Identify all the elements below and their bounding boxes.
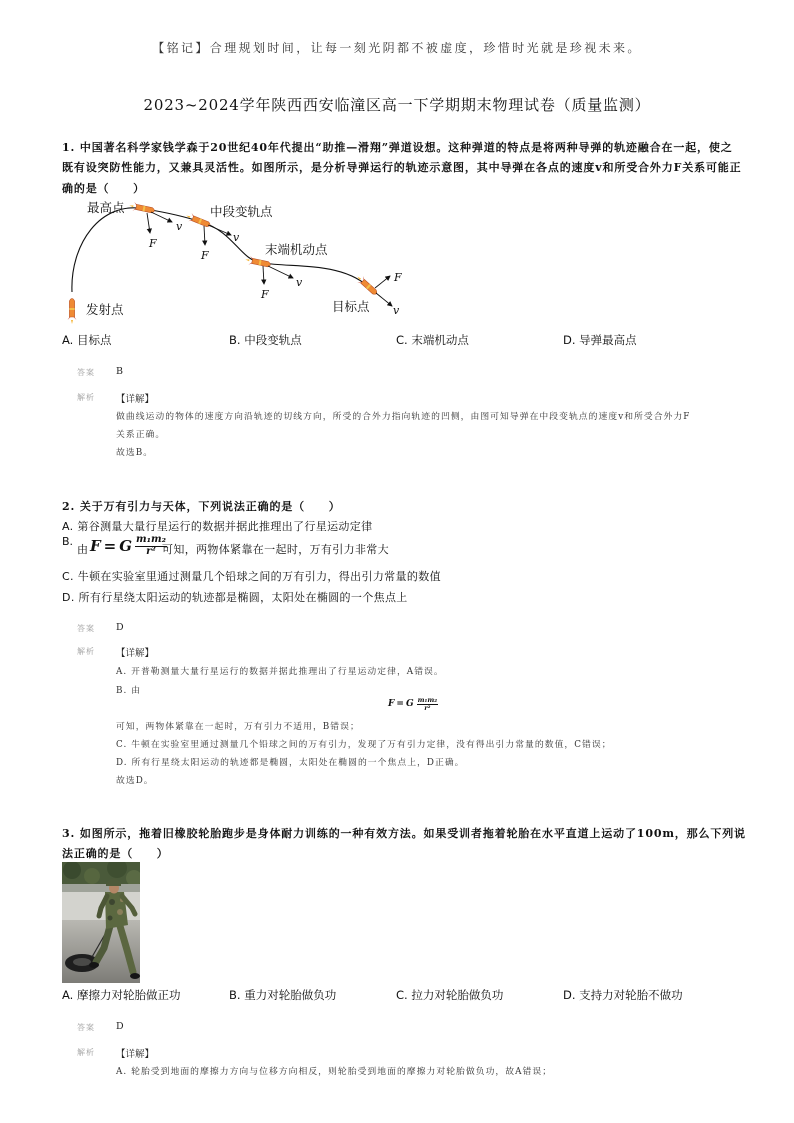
force-label: F: [394, 271, 402, 284]
analysis-label: 解析: [77, 1048, 95, 1057]
velocity-label: v: [176, 220, 183, 233]
q1-option-a[interactable]: A. 目标点: [62, 333, 112, 347]
missile-trajectory-figure: [60, 195, 415, 330]
force-label: F: [201, 249, 209, 262]
force-arrow: [375, 276, 390, 288]
q1-stem-line: 1. 中国著名科学家钱学森于20世纪40年代提出“助推—滑翔”弹道设想。这种弹道的特点是将两种导弹的轨迹融合在一起，使之: [62, 141, 733, 154]
formula-numerator: m₁m₂: [136, 534, 166, 545]
velocity-label: v: [296, 276, 303, 289]
target-label: 目标点: [332, 299, 370, 314]
q2-explanation-line: A. 开普勒测量大量行星运行的数据并据此推理出了行星运动定律，A错误。: [116, 667, 444, 677]
q1-explanation-line: 故选B。: [116, 448, 154, 458]
force-arrow: [263, 266, 264, 284]
formula-equals: =: [396, 699, 404, 710]
missile-icon: [68, 299, 77, 325]
q2-answer: D: [116, 622, 124, 633]
velocity-label: v: [393, 304, 400, 317]
formula-numerator: m₁m₂: [417, 696, 438, 704]
motto: 【铭记】合理规划时间，让每一刻光阴都不被虚度，珍惜时光就是珍视未来。: [152, 41, 642, 55]
q1-option-c[interactable]: C. 末端机动点: [396, 333, 469, 347]
q1-explanation-line: 关系正确。: [116, 430, 166, 440]
answer-label: 答案: [77, 624, 95, 633]
formula-lhs: F: [388, 699, 395, 710]
q3-stem-line: 法正确的是（ ）: [62, 847, 169, 860]
velocity-arrow: [376, 293, 392, 306]
missile-icon: [354, 273, 379, 297]
q2-explanation-line: B. 由: [116, 686, 142, 696]
analysis-label: 解析: [77, 647, 95, 656]
q1-stem-line: 既有设突防性能力，又兼具灵活性。如图所示，是分析导弹运行的轨迹示意图，其中导弹在各点的速度v和所受合外力F关系可能正: [62, 161, 742, 174]
q3-option-b[interactable]: B. 重力对轮胎做负功: [229, 988, 337, 1002]
q2-option-a[interactable]: A. 第谷测量大量行星运行的数据并据此推理出了行星运动定律: [62, 520, 373, 533]
q2-explanation-line: 可知，两物体紧靠在一起时，万有引力不适用，B错误；: [116, 722, 360, 732]
terminal-label: 末端机动点: [265, 242, 328, 257]
formula-equals: =: [103, 537, 117, 555]
q1-explanation-line: 做曲线运动的物体的速度方向沿轨迹的切线方向，所受的合外力指向轨迹的凹侧，由图可知导弹在中段变轨点的速度v和所受合外力F: [116, 412, 691, 422]
velocity-label: v: [233, 231, 240, 244]
formula-lhs: F: [90, 537, 101, 555]
option-text: 由: [77, 543, 88, 556]
q3-option-a[interactable]: A. 摩擦力对轮胎做正功: [62, 988, 181, 1002]
formula-constant: G: [405, 699, 414, 710]
answer-label: 答案: [77, 368, 95, 377]
explanation-formula: [388, 697, 438, 712]
q2-explanation-line: 故选D。: [116, 776, 154, 786]
q3-option-c[interactable]: C. 拉力对轮胎做负功: [396, 988, 504, 1002]
q3-stem-line: 3. 如图所示，拖着旧橡胶轮胎跑步是身体耐力训练的一种有效方法。如果受训者拖着轮胎在水平直道上运动了100m，那么下列说: [62, 827, 746, 840]
q1-answer: B: [116, 366, 123, 377]
missile-icon: [185, 211, 212, 229]
velocity-arrow: [208, 225, 231, 235]
mid-course-label: 中段变轨点: [210, 204, 273, 219]
force-label: F: [261, 288, 269, 301]
q1-option-b[interactable]: B. 中段变轨点: [229, 333, 302, 347]
option-letter: B.: [62, 535, 74, 548]
option-text: 可知，两物体紧靠在一起时，万有引力非常大: [162, 543, 389, 556]
force-arrow: [204, 226, 205, 245]
formula-constant: G: [119, 537, 133, 555]
q2-explanation-line: D. 所有行星绕太阳运动的轨迹都是椭圆，太阳处在椭圆的一个焦点上，D正确。: [116, 758, 465, 768]
formula-fraction: [417, 697, 438, 712]
launch-label: 发射点: [86, 302, 124, 317]
detail-label: 【详解】: [116, 394, 155, 405]
q1-option-d[interactable]: D. 导弹最高点: [563, 333, 637, 347]
force-arrow: [147, 213, 150, 233]
answer-label: 答案: [77, 1023, 95, 1032]
q1-stem-line: 确的是（ ）: [62, 182, 145, 195]
analysis-label: 解析: [77, 393, 95, 402]
q2-explanation-line: C. 牛顿在实验室里通过测量几个铅球之间的万有引力，发现了万有引力定律，没有得出引力常量的数值，C错误；: [116, 740, 612, 750]
q2-option-d[interactable]: D. 所有行星绕太阳运动的轨迹都是椭圆，太阳处在椭圆的一个焦点上: [62, 591, 408, 604]
q3-answer: D: [116, 1021, 124, 1032]
q3-explanation-line: A. 轮胎受到地面的摩擦力方向与位移方向相反，则轮胎受到地面的摩擦力对轮胎做负功，故A错误；: [116, 1067, 553, 1077]
formula-denominator: r²: [146, 545, 156, 557]
force-label: F: [149, 237, 157, 250]
formula-denominator: r²: [424, 703, 431, 712]
detail-label: 【详解】: [116, 648, 155, 659]
page-title: 2023~2024学年陕西西安临潼区高一下学期期末物理试卷（质量监测）: [143, 96, 651, 114]
q2-stem: 2. 关于万有引力与天体，下列说法正确的是（ ）: [62, 500, 341, 513]
velocity-arrow: [268, 266, 293, 278]
apex-label: 最高点: [87, 200, 125, 215]
detail-label: 【详解】: [116, 1049, 155, 1060]
tire-training-photo: [62, 862, 140, 983]
q2-option-c[interactable]: C. 牛顿在实验室里通过测量几个铅球之间的万有引力，得出引力常量的数值: [62, 570, 441, 583]
gravitation-formula: [90, 535, 167, 557]
q3-option-d[interactable]: D. 支持力对轮胎不做功: [563, 988, 683, 1002]
